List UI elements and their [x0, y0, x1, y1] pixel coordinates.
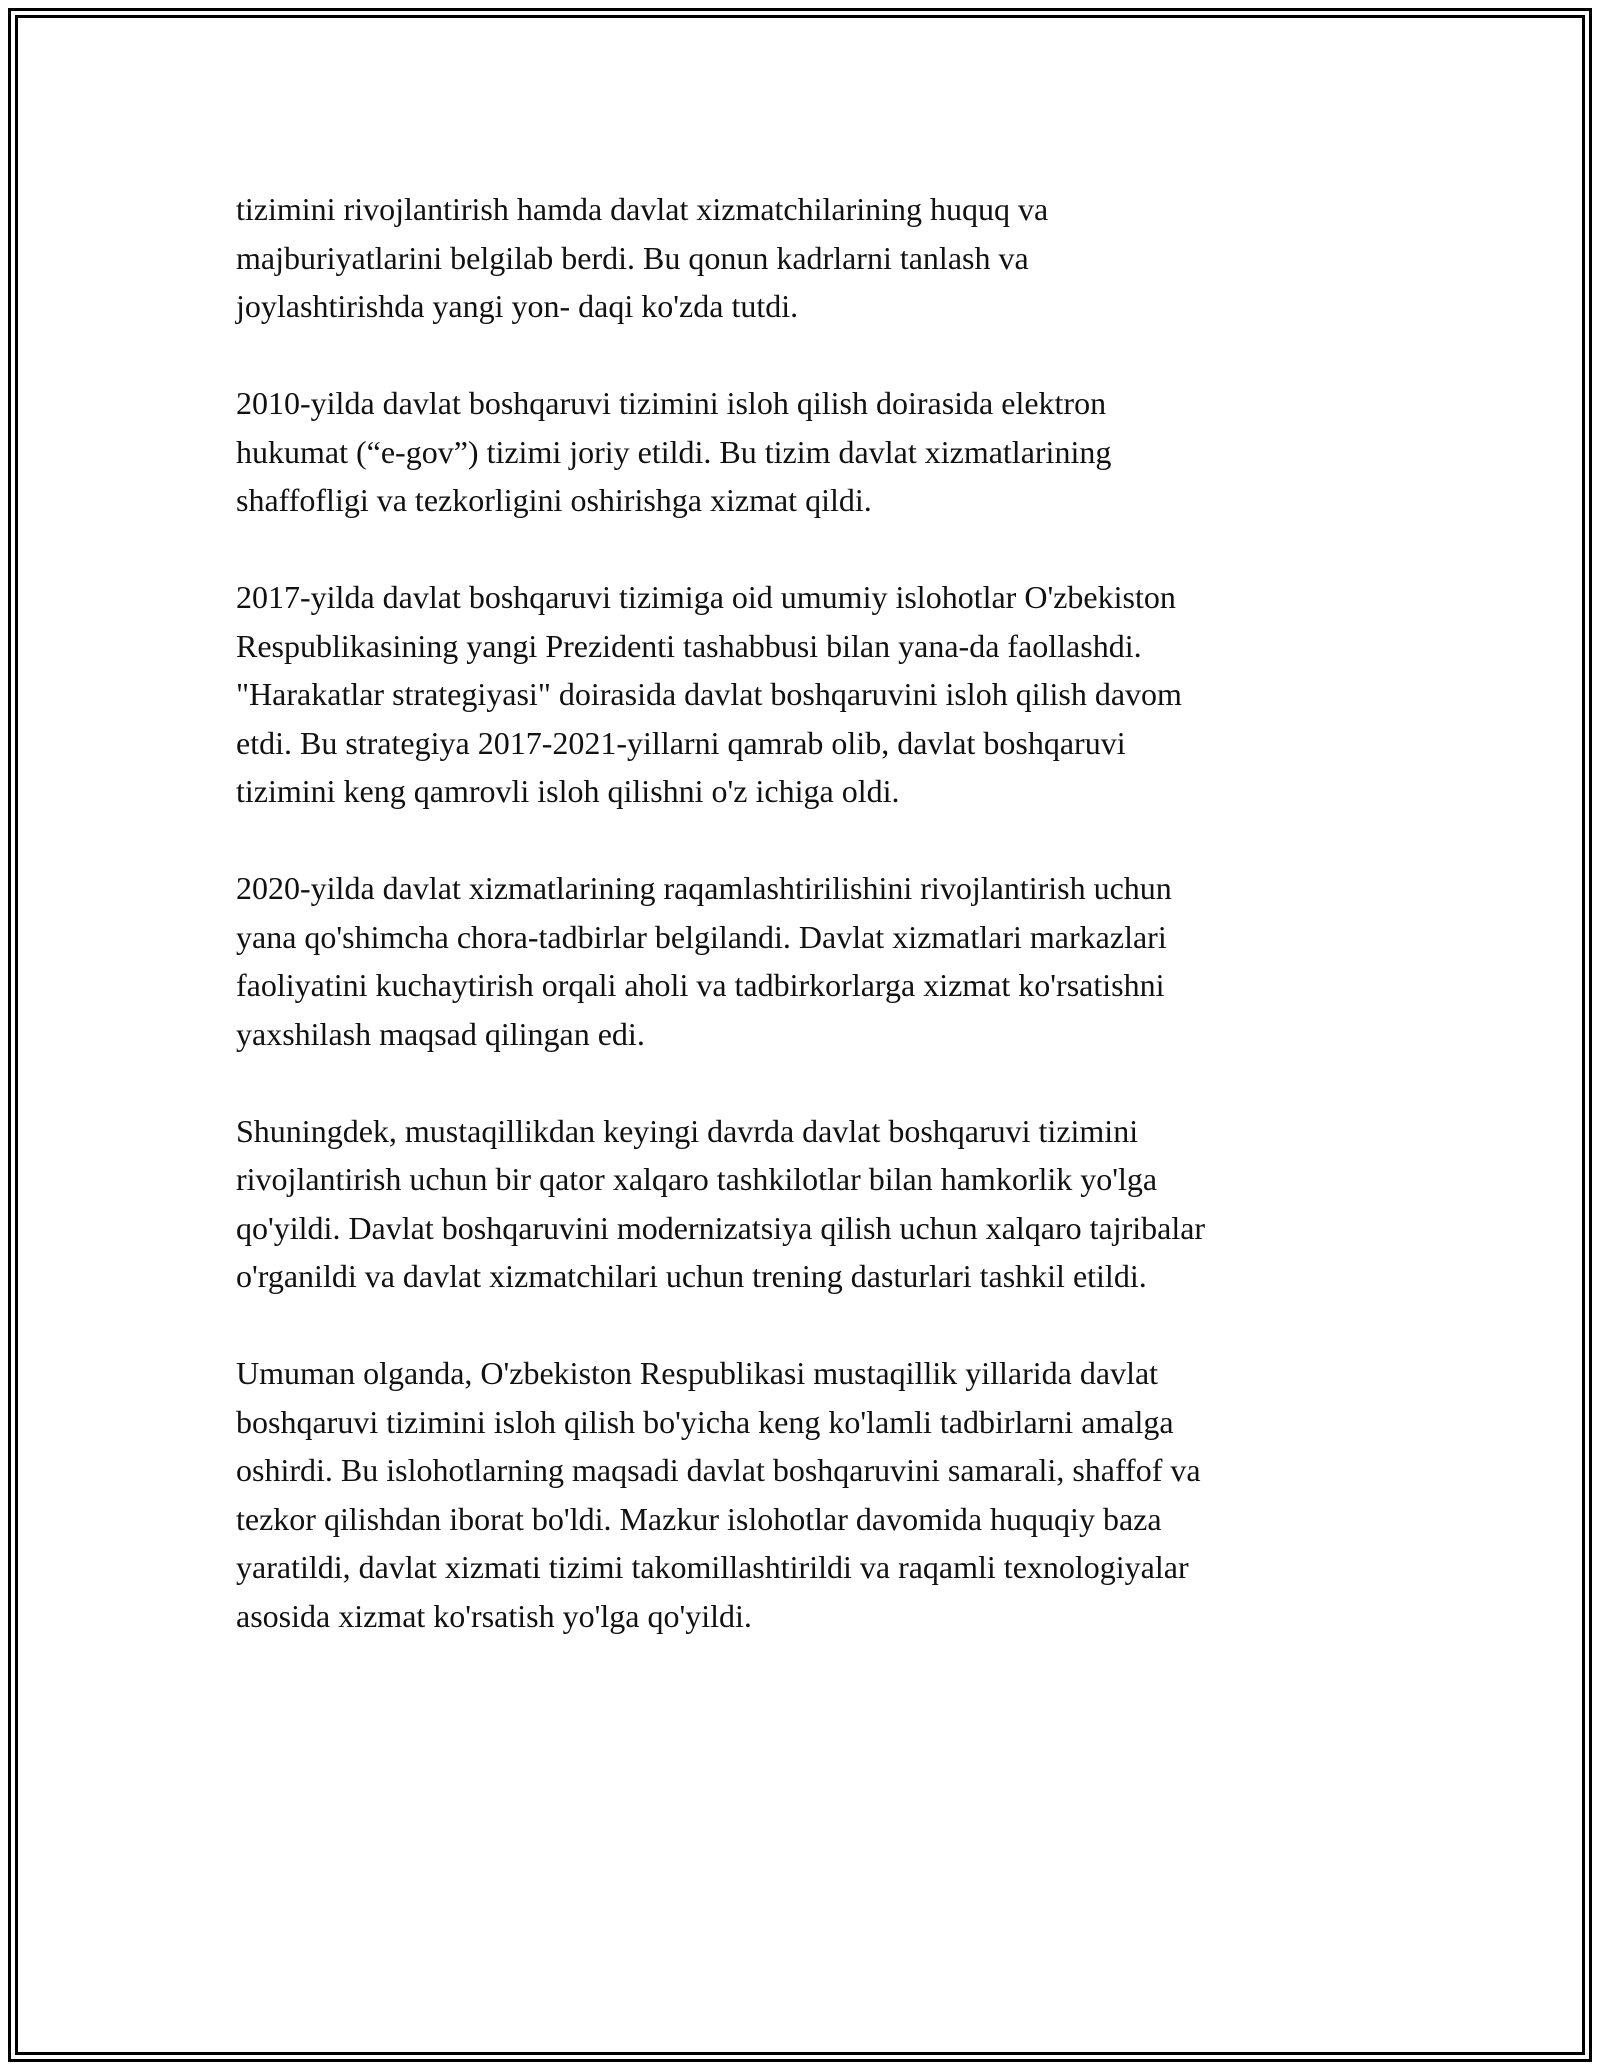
text-line: rivojlantirish uchun bir qator xalqaro tashkilotlar bilan hamkorlik yo'lga — [236, 1161, 1158, 1197]
text-line: Shuningdek, mustaqillikdan keyingi davrda davlat boshqaruvi tizimini — [236, 1112, 1139, 1149]
text-line: "Harakatlar strategiyasi" doirasida davlat boshqaruvini isloh qilish davom — [236, 676, 1182, 712]
text-line: hukumat (“e-gov”) tizimi joriy etildi. Bu tizim davlat xizmatlarining — [236, 433, 1112, 470]
document-body — [236, 185, 1366, 1640]
text-line: oshirdi. Bu islohotlarning maqsadi davlat boshqaruvini samarali, shaffof va — [236, 1452, 1201, 1488]
text-line: boshqaruvi tizimini isloh qilish bo'yicha keng ko'lamli tadbirlarni amalga — [236, 1403, 1174, 1440]
text-line: 2020-yilda davlat xizmatlarining raqamlashtirilishini rivojlantirish uchun — [236, 870, 1172, 906]
text-line: tizimini keng qamrovli isloh qilishni o'z ichiga oldi. — [236, 773, 900, 809]
paragraph-6 — [236, 1349, 1366, 1640]
text-line: yaxshilash maqsad qilingan edi. — [236, 1015, 645, 1052]
text-line: o'rganildi va davlat xizmatchilari uchun trening dasturlari tashkil etildi. — [236, 1258, 1147, 1294]
text-line: yaratildi, davlat xizmati tizimi takomillashtirildi va raqamli texnologiyalar — [236, 1549, 1189, 1585]
text-line: Respublikasining yangi Prezidenti tashabbusi bilan yana-da faollashdi. — [236, 627, 1142, 664]
text-line: joylashtirishda yangi yon- daqi ko'zda tutdi. — [236, 288, 799, 324]
text-line: 2010-yilda davlat boshqaruvi tizimini isloh qilish doirasida elektron — [236, 385, 1107, 421]
paragraph-4 — [236, 864, 1366, 1058]
text-line: tizimini rivojlantirish hamda davlat xizmatchilarining huquq va — [236, 191, 1049, 227]
text-line: asosida xizmat ko'rsatish yo'lga qo'yildi. — [236, 1597, 752, 1634]
text-line: Umuman olganda, O'zbekiston Respublikasi mustaqillik yillarida davlat — [236, 1355, 1159, 1391]
text-line: tezkor qilishdan iborat bo'ldi. Mazkur islohotlar davomida huquqiy baza — [236, 1500, 1162, 1537]
text-line: qo'yildi. Davlat boshqaruvini modernizatsiya qilish uchun xalqaro tajribalar — [236, 1209, 1206, 1246]
text-line: majburiyatlarini belgilab berdi. Bu qonun kadrlarni tanlash va — [236, 239, 1029, 276]
paragraph-3 — [236, 573, 1366, 816]
paragraph-2 — [236, 379, 1366, 525]
text-line: 2017-yilda davlat boshqaruvi tizimiga oid umumiy islohotlar O'zbekiston — [236, 579, 1176, 615]
paragraph-5 — [236, 1107, 1366, 1301]
text-line: yana qo'shimcha chora-tadbirlar belgilandi. Davlat xizmatlari markazlari — [236, 918, 1167, 955]
text-line: faoliyatini kuchaytirish orqali aholi va tadbirkorlarga xizmat ko'rsatishni — [236, 967, 1165, 1003]
text-line: etdi. Bu strategiya 2017-2021-yillarni qamrab olib, davlat boshqaruvi — [236, 724, 1126, 761]
paragraph-1 — [236, 185, 1366, 331]
text-line: shaffofligi va tezkorligini oshirishga xizmat qildi. — [236, 482, 872, 518]
